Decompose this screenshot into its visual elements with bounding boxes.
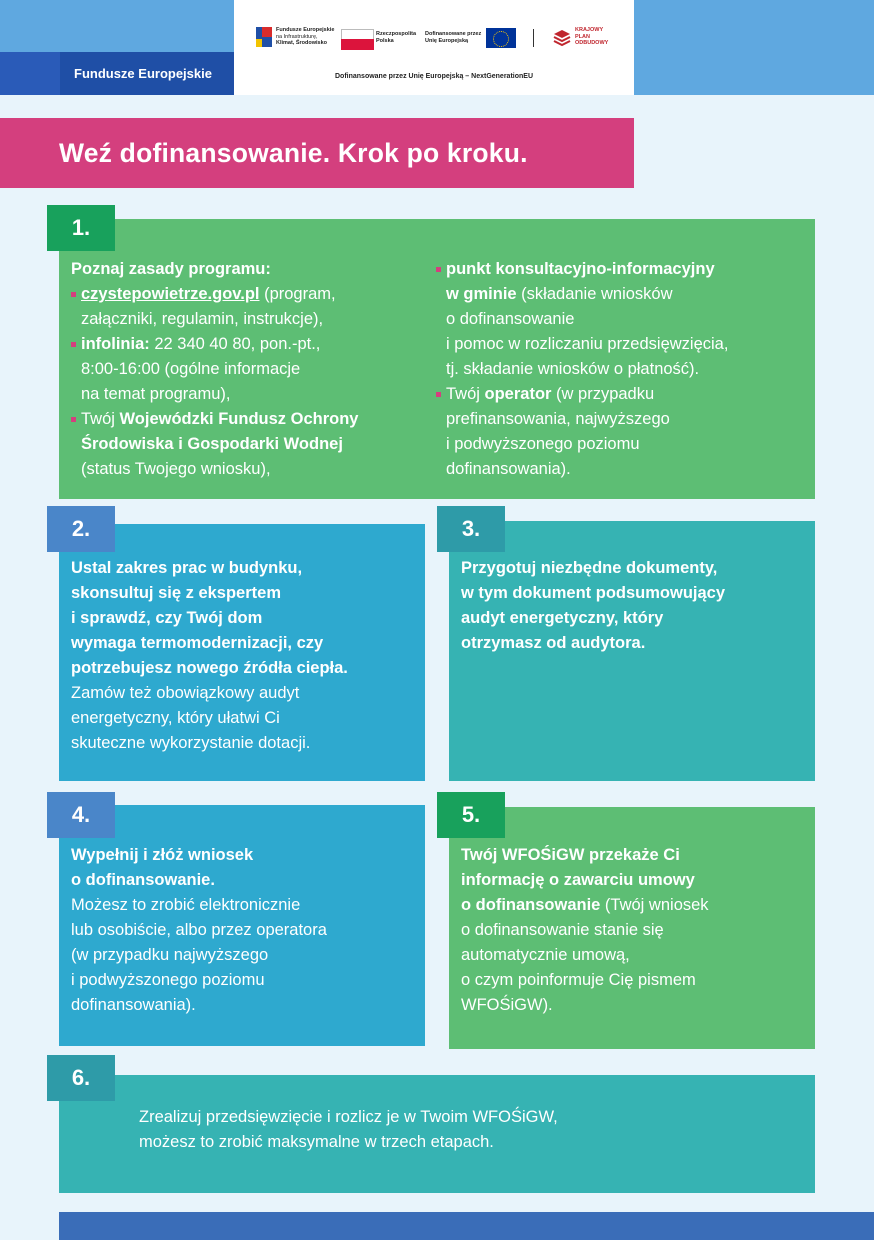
step-4-number: 4. xyxy=(47,792,115,838)
step-6-text: Zrealizuj przedsięwzięcie i rozlicz je w Twoim WFOŚiGW, możesz to zrobić maksymalne w trzech etapach. xyxy=(139,1108,558,1151)
fe-label: Fundusze Europejskie xyxy=(74,66,212,81)
step-4-text: Wypełnij i złóż wniosek o dofinansowanie. Możesz to zrobić elektronicznie lub osobiście, albo przez operatora (w przypadku najwyższego i podwyższonego poziomu dofinansowania). xyxy=(71,846,327,1014)
step-2-number: 2. xyxy=(47,506,115,552)
logo-bar xyxy=(234,0,634,95)
kpo-logo-icon xyxy=(553,29,571,47)
step-1-item-website: czystepowietrze.gov.pl (program, xyxy=(71,282,431,307)
eu-funded-text: Dofinansowane przez Unię Europejską xyxy=(425,31,482,44)
kpo-logo-text: KRAJOWY PLAN ODBUDOWY xyxy=(575,27,609,46)
logo-separator xyxy=(533,29,534,47)
website-link[interactable]: czystepowietrze.gov.pl xyxy=(81,285,260,303)
page-title: Weź dofinansowanie. Krok po kroku. xyxy=(59,138,528,168)
step-3-text: Przygotuj niezbędne dokumenty, w tym dokument podsumowujący audyt energetyczny, który otrzymasz od audytora. xyxy=(461,559,726,652)
step-1-left-column: Poznaj zasady programu: czystepowietrze.gov.pl (program, załączniki, regulamin, instrukcje), infolinia: 22 340 40 80, pon.-pt., 8:00-16:00 (ogólne informacje na temat programu), Twój Wojewódzki Fundusz Ochrony Środowiska i Gospodarki Wodnej (status Twojego wniosku), xyxy=(71,257,431,482)
step-1-item-hotline: infolinia: 22 340 40 80, pon.-pt., xyxy=(71,332,431,357)
fe-logo-text: Fundusze Europejskie na Infrastrukturę, Klimat, Środowisko xyxy=(276,27,335,46)
eu-stars-decoration xyxy=(0,52,60,95)
step-1-number: 1. xyxy=(47,205,115,251)
step-6-number: 6. xyxy=(47,1055,115,1101)
fe-logo-yellow-mark xyxy=(256,39,262,47)
poland-flag-red-icon xyxy=(341,39,374,50)
fe-logo-red-mark xyxy=(262,27,272,37)
step-3-number: 3. xyxy=(437,506,505,552)
step-5-number: 5. xyxy=(437,792,505,838)
header-right-band xyxy=(634,0,874,95)
step-2-text: Ustal zakres prac w budynku, skonsultuj się z ekspertem i sprawdź, czy Twój dom wymaga termomodernizacji, czy potrzebujesz nowego źródła ciepła. Zamów też obowiązkowy audyt energetyczny, który ułatwi Ci skuteczne wykorzystanie dotacji. xyxy=(71,559,348,752)
step-1-heading: Poznaj zasady programu: xyxy=(71,260,271,278)
step-5-text: Twój WFOŚiGW przekaże Ci informację o zawarciu umowy o dofinansowanie (Twój wniosek o dofinansowanie stanie się automatycznie umową, o czym poinformuje Cię pismem WFOŚiGW). xyxy=(461,846,709,1014)
eu-stars-ring-icon xyxy=(493,31,509,47)
header-subtitle: Dofinansowane przez Unię Europejską – NextGenerationEU xyxy=(335,73,533,80)
step-1-right-column: punkt konsultacyjno-informacyjny w gminie (składanie wniosków o dofinansowanie i pomoc w rozliczaniu przedsięwzięcia, tj. składanie wniosków o płatność). Twój operator (w przypadku prefinansowania, najwyższego i podwyższonego poziomu dofinansowania). xyxy=(436,257,806,482)
footer-bar xyxy=(59,1212,874,1240)
step-1-item-fund: Twój Wojewódzki Fundusz Ochrony xyxy=(71,407,431,432)
step-1-item-consult-point: punkt konsultacyjno-informacyjny xyxy=(436,257,806,282)
step-1-item-operator: Twój operator (w przypadku xyxy=(436,382,806,407)
rp-logo-text: Rzeczpospolita Polska xyxy=(376,31,417,44)
